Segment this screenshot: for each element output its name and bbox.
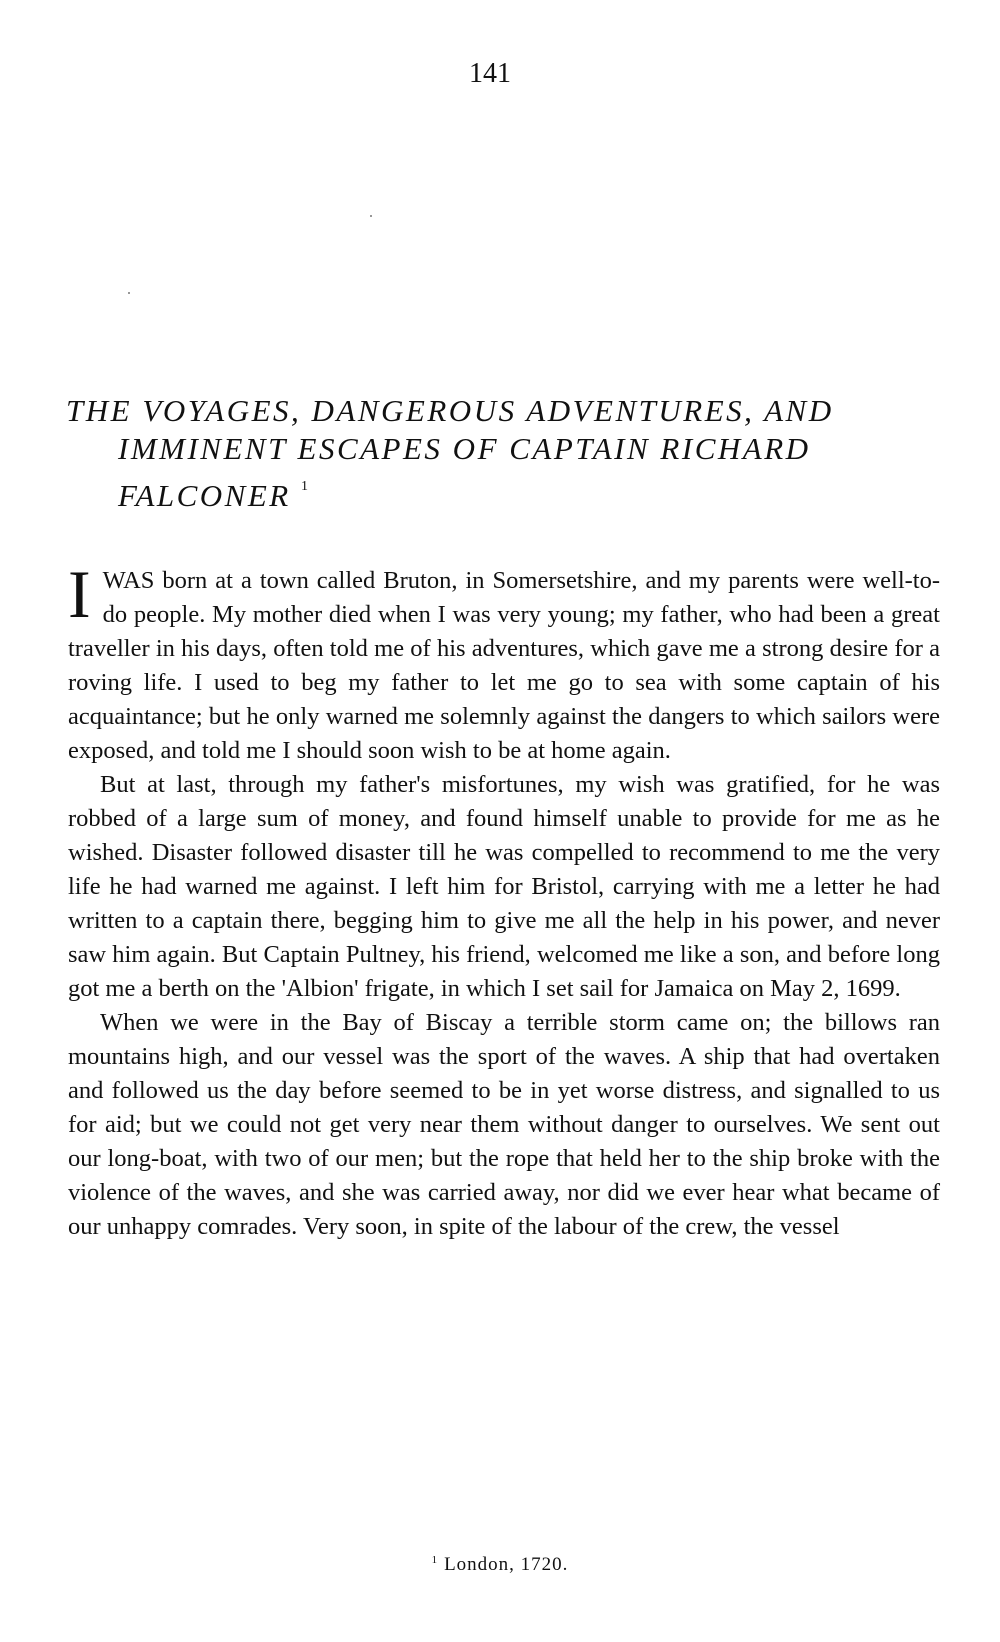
print-speck (370, 215, 372, 217)
footnote-reference: 1 (300, 479, 308, 494)
paragraph-2: But at last, through my father's misfortunes, my wish was gratified, for he was robbed of a large sum of money, and found himself unable to provide for me as he wished. Disaster followed disaster till he was compelled to recommend to me the very life he had warned me against. I left him for Bristol, carrying with me a letter he had written to a captain there, begging him to give me all the help in his power, and never saw him again. But Captain Pultney, his friend, welcomed me like a son, and before long got me a berth on the 'Albion' frigate, in which I set sail for Jamaica on May 2, 1699. (68, 771, 940, 1002)
chapter-title-line-3-text: FALCONER (118, 478, 291, 513)
chapter-title-line-2: IMMINENT ESCAPES OF CAPTAIN RICHARD (118, 431, 811, 466)
paragraph-1 (68, 556, 940, 768)
paragraph-1-text: WAS born at a town called Bruton, in Somersetshire, and my parents were well-to-do people. My mother died when I was very young; my father, who had been a great traveller in his days, often told me of his adventures, which gave me a strong desire for a roving life. I used to beg my father to let me go to sea with some captain of his acquaintance; but he only warned me solemnly against the dangers to which sailors were exposed, and told me I should soon wish to be at home again. (68, 567, 940, 764)
footnote-marker: 1 (431, 1554, 439, 1566)
footnote-text: London, 1720. (444, 1554, 569, 1575)
page-number: 141 (469, 58, 511, 89)
print-speck (128, 292, 130, 294)
chapter-title-line-3 (66, 468, 946, 515)
chapter-title (66, 392, 946, 515)
paragraph-3: When we were in the Bay of Biscay a terrible storm came on; the billows ran mountains high, and our vessel was the sport of the waves. A ship that had overtaken and followed us the day before seemed to be in yet worse distress, and signalled to us for aid; but we could not get very near them without danger to ourselves. We sent out our long-boat, with two of our men; but the rope that held her to the ship broke with the violence of the waves, and she was carried away, nor did we ever hear what became of our unhappy comrades. Very soon, in spite of the labour of the crew, the vessel (68, 1009, 940, 1240)
chapter-title-line-1: THE VOYAGES, DANGEROUS ADVENTURES, AND (66, 393, 834, 428)
footnote (0, 1549, 1000, 1576)
drop-cap: I (68, 556, 91, 632)
body-text (68, 556, 940, 1244)
